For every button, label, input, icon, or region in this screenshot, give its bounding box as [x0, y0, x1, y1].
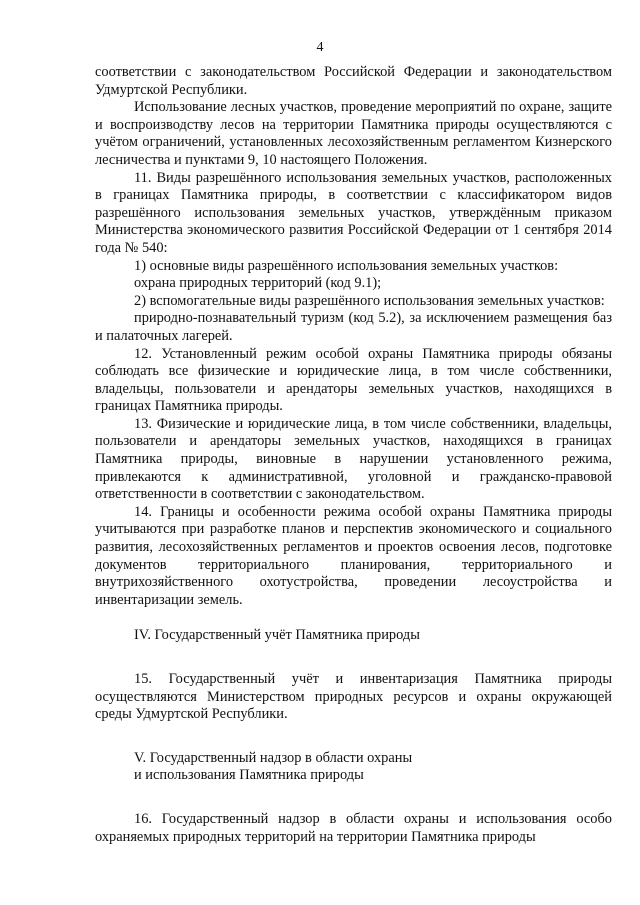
spacer: [95, 724, 612, 750]
paragraph-11-item-1-detail: охрана природных территорий (код 9.1);: [134, 275, 382, 292]
section-v-heading-line-2: и использования Памятника природы: [134, 767, 364, 784]
page-number: 4: [316, 40, 324, 55]
paragraph-14: 14. Границы и особенности режима особой охраны Памятника природы учитываются при разработке планов и перспектив экономического и социального развития, лесохозяйственных регламентов и проектов освоения лесов, подготовке документов территориального планирования, территориального и внутрихозяйственного охотустройства, проведении лесоустройства и инвентаризации земель.: [95, 503, 612, 608]
paragraph-continuation: соответствии с законодательством Российской Федерации и законодательством Удмуртской Республики.: [95, 64, 612, 98]
paragraph-11-item-2: 2) вспомогательные виды разрешённого использования земельных участков:: [134, 292, 605, 309]
spacer: [95, 785, 612, 811]
spacer: [95, 609, 612, 627]
paragraph-15: 15. Государственный учёт и инвентаризация Памятника природы осуществляются Министерством природных ресурсов и охраны окружающей среды Удмуртской Республики.: [95, 671, 612, 723]
spacer: [95, 645, 612, 671]
paragraph-11-item-2-detail: природно-познавательный туризм (код 5.2), за исключением размещения баз и палаточных лагерей.: [95, 310, 612, 344]
section-iv-heading: IV. Государственный учёт Памятника природы: [134, 627, 420, 644]
paragraph-12: 12. Установленный режим особой охраны Памятника природы обязаны соблюдать все физические и юридические лица, в том числе собственники, владельцы, пользователи и арендаторы земельных участков, находящихся в границах Памятника природы.: [95, 345, 612, 415]
paragraph-11-item-1: 1) основные виды разрешённого использования земельных участков:: [134, 257, 559, 274]
paragraph-11: 11. Виды разрешённого использования земельных участков, расположенных в границах Памятника природы, в соответствии с классификатором видов разрешённого использования земельных участков, утверждённым приказом Министерства экономического развития Российской Федерации от 1 сентября 2014 года № 540:: [95, 169, 612, 256]
paragraph-16: 16. Государственный надзор в области охраны и использования особо охраняемых природных территорий на территории Памятника природы: [95, 810, 612, 845]
document-body: [95, 64, 612, 846]
paragraph-forest-use: Использование лесных участков, проведение мероприятий по охране, защите и воспроизводству лесов на территории Памятника природы осуществляются с учётом ограничений, установленных лесохозяйственным регламентом Кизнерского лесничества и пунктами 9, 10 настоящего Положения.: [95, 99, 612, 168]
section-v-heading-line-1: V. Государственный надзор в области охраны: [134, 749, 413, 766]
paragraph-13: 13. Физические и юридические лица, в том числе собственники, владельцы, пользователи и арендаторы земельных участков, находящихся в границах Памятника природы, виновные в нарушении установленного режима, привлекаются к административной, уголовной и гражданско-правовой ответственности в соответствии с законодательством.: [95, 415, 612, 503]
